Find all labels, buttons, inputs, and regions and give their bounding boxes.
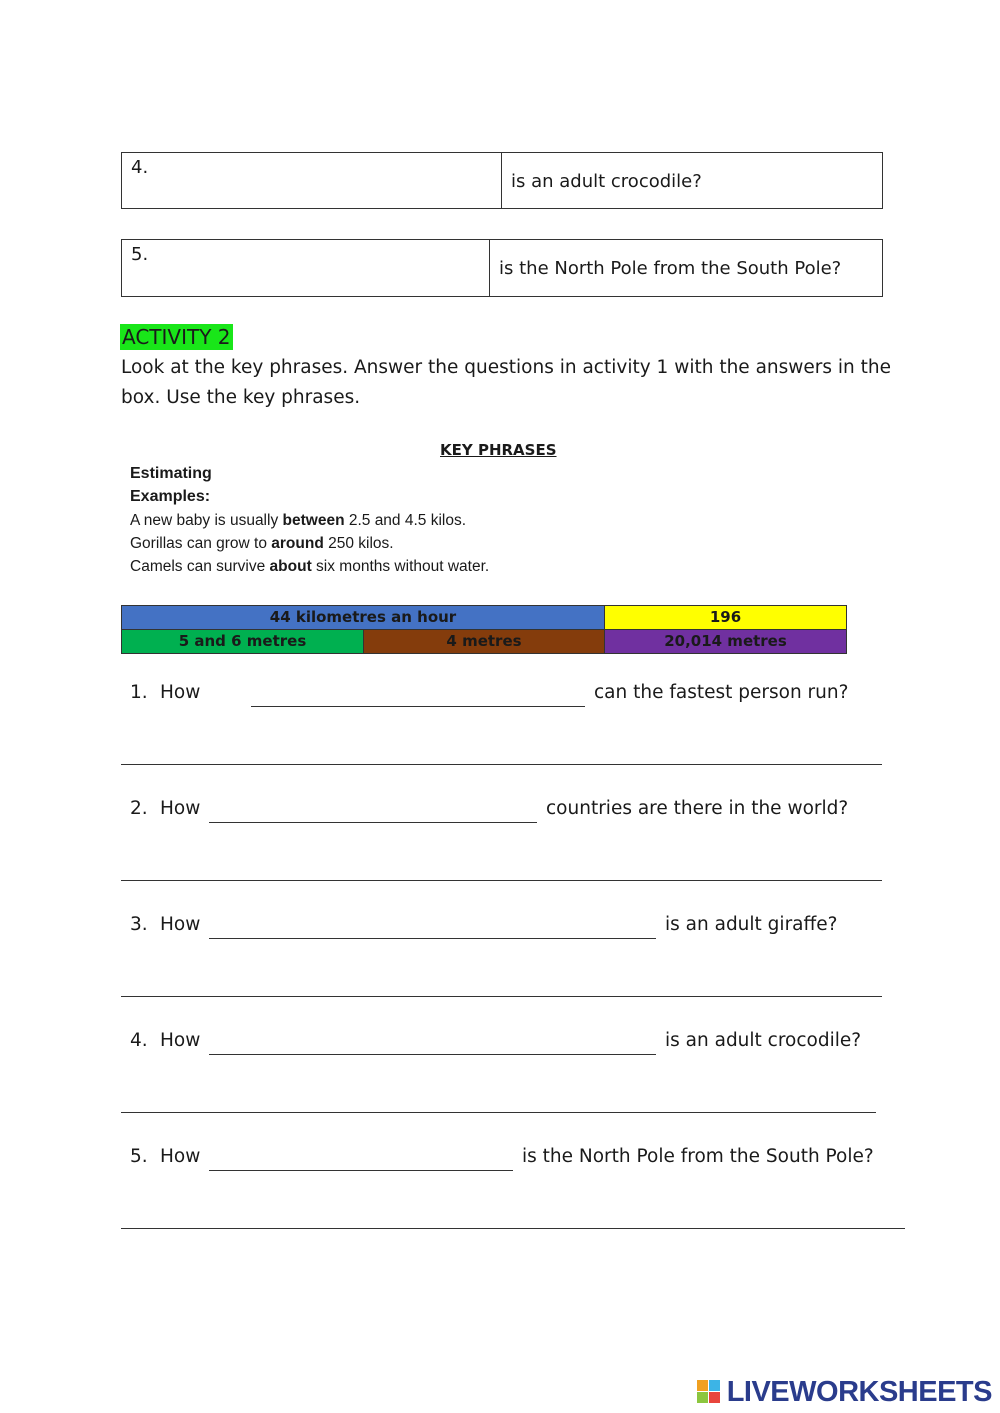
answer-option: 44 kilometres an hour	[121, 605, 605, 630]
liveworksheets-logo-icon	[697, 1380, 721, 1404]
example-sentence	[130, 558, 489, 576]
question-rest: can the fastest person run?	[594, 682, 849, 703]
answer-option: 4 metres	[363, 629, 605, 654]
answer-line[interactable]	[121, 996, 882, 997]
question-rest: is the North Pole from the South Pole?	[522, 1146, 874, 1167]
example-key-word: between	[282, 512, 345, 529]
answer-blank[interactable]	[209, 822, 537, 823]
answer-line[interactable]	[121, 1112, 876, 1113]
row-divider	[501, 153, 502, 208]
answer-line[interactable]	[121, 764, 882, 765]
example-text: Gorillas can grow to	[130, 535, 272, 552]
answer-line[interactable]	[121, 1228, 905, 1229]
question-rest: is an adult giraffe?	[665, 914, 838, 935]
row-question: is an adult crocodile?	[511, 171, 702, 192]
question-how: How	[160, 1146, 201, 1167]
example-sentence	[130, 512, 466, 530]
question-number: 5.	[130, 1146, 148, 1167]
answer-blank[interactable]	[251, 706, 585, 707]
question-how: How	[160, 914, 201, 935]
question-how: How	[160, 1030, 201, 1051]
question-how: How	[160, 798, 201, 819]
activity-title: ACTIVITY 2	[122, 325, 231, 349]
question-how: How	[160, 682, 201, 703]
answer-blank[interactable]	[209, 1054, 656, 1055]
example-key-word: about	[269, 558, 312, 575]
example-sentence	[130, 535, 394, 553]
example-text: six months without water.	[311, 558, 490, 575]
question-row-4	[121, 152, 883, 209]
activity-instructions: Look at the key phrases. Answer the questions in activity 1 with the answers in the box. Use the key phrases.	[121, 357, 892, 408]
question-rest: is an adult crocodile?	[665, 1030, 862, 1051]
row-number: 5.	[131, 244, 149, 265]
answer-option: 196	[604, 605, 847, 630]
row-divider	[489, 240, 490, 296]
example-key-word: around	[271, 535, 324, 552]
liveworksheets-logo: LIVEWORKSHEETS	[726, 1376, 992, 1408]
answer-option: 5 and 6 metres	[121, 629, 364, 654]
examples-label: Examples:	[130, 488, 211, 505]
example-text: 250 kilos.	[323, 535, 394, 552]
answer-option: 20,014 metres	[604, 629, 847, 654]
example-text: 2.5 and 4.5 kilos.	[344, 512, 467, 529]
question-number: 3.	[130, 914, 148, 935]
question-number: 2.	[130, 798, 148, 819]
answer-line[interactable]	[121, 880, 882, 881]
answer-blank[interactable]	[209, 1170, 513, 1171]
example-text: Camels can survive	[130, 558, 270, 575]
question-row-5	[121, 239, 883, 297]
key-phrases-heading: Estimating	[130, 465, 212, 482]
answer-blank[interactable]	[209, 938, 656, 939]
question-number: 4.	[130, 1030, 148, 1051]
example-text: A new baby is usually	[130, 512, 283, 529]
question-number: 1.	[130, 682, 148, 703]
row-question: is the North Pole from the South Pole?	[499, 258, 842, 279]
key-phrases-title: KEY PHRASES	[440, 441, 557, 459]
row-number: 4.	[131, 157, 149, 178]
question-rest: countries are there in the world?	[546, 798, 849, 819]
